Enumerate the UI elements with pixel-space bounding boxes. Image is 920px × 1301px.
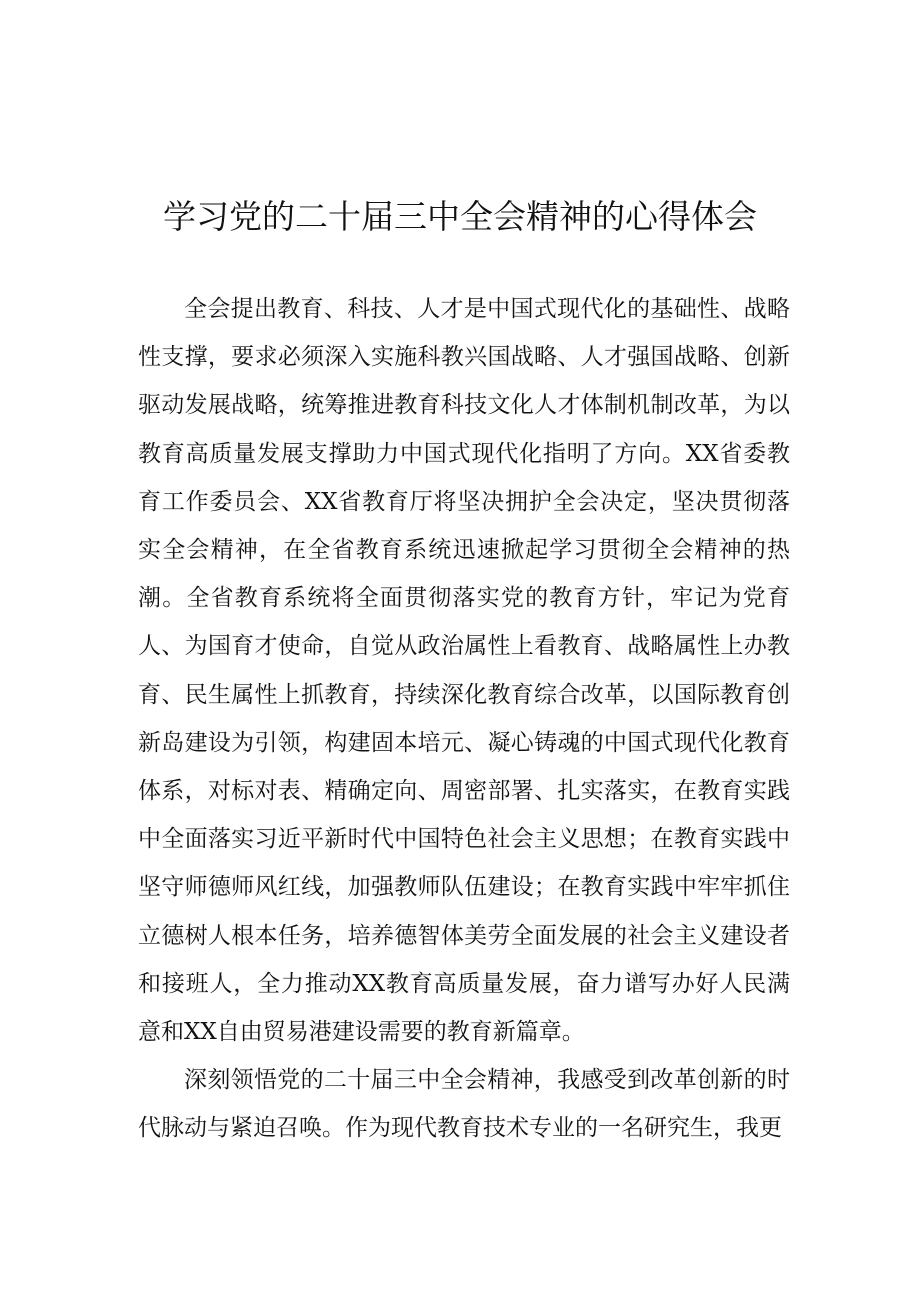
document-title: 学习党的二十届三中全会精神的心得体会 bbox=[163, 197, 757, 236]
paragraph-1: 全会提出教育、科技、人才是中国式现代化的基础性、战略性支撑，要求必须深入实施科教兴国战略、人才强国战略、创新驱动发展战略，统筹推进教育科技文化人才体制机制改革，为以教育高质量发展支撑助力中国式现代化指明了方向。XX省委教育工作委员会、XX省教育厅将坚决拥护全会决定，坚决贯彻落实全会精神，在全省教育系统迅速掀起学习贯彻全会精神的热潮。全省教育系统将全面贯彻落实党的教育方针，牢记为党育人、为国育才使命，自觉从政治属性上看教育、战略属性上办教育、民生属性上抓教育，持续深化教育综合改革，以国际教育创新岛建设为引领，构建固本培元、凝心铸魂的中国式现代化教育体系，对标对表、精确定向、周密部署、扎实落实，在教育实践中全面落实习近平新时代中国特色社会主义思想；在教育实践中坚守师德师风红线，加强教师队伍建设；在教育实践中牢牢抓住立德树人根本任务，培养德智体美劳全面发展的社会主义建设者和接班人，全力推动XX教育高质量发展，奋力谱写办好人民满意和XX自由贸易港建设需要的教育新篇章。 bbox=[138, 296, 790, 1046]
document-body bbox=[138, 285, 790, 1153]
paragraph-2: 深刻领悟党的二十届三中全会精神，我感受到改革创新的时代脉动与紧迫召唤。作为现代教育技术专业的一名研究生，我更 bbox=[138, 1067, 790, 1142]
